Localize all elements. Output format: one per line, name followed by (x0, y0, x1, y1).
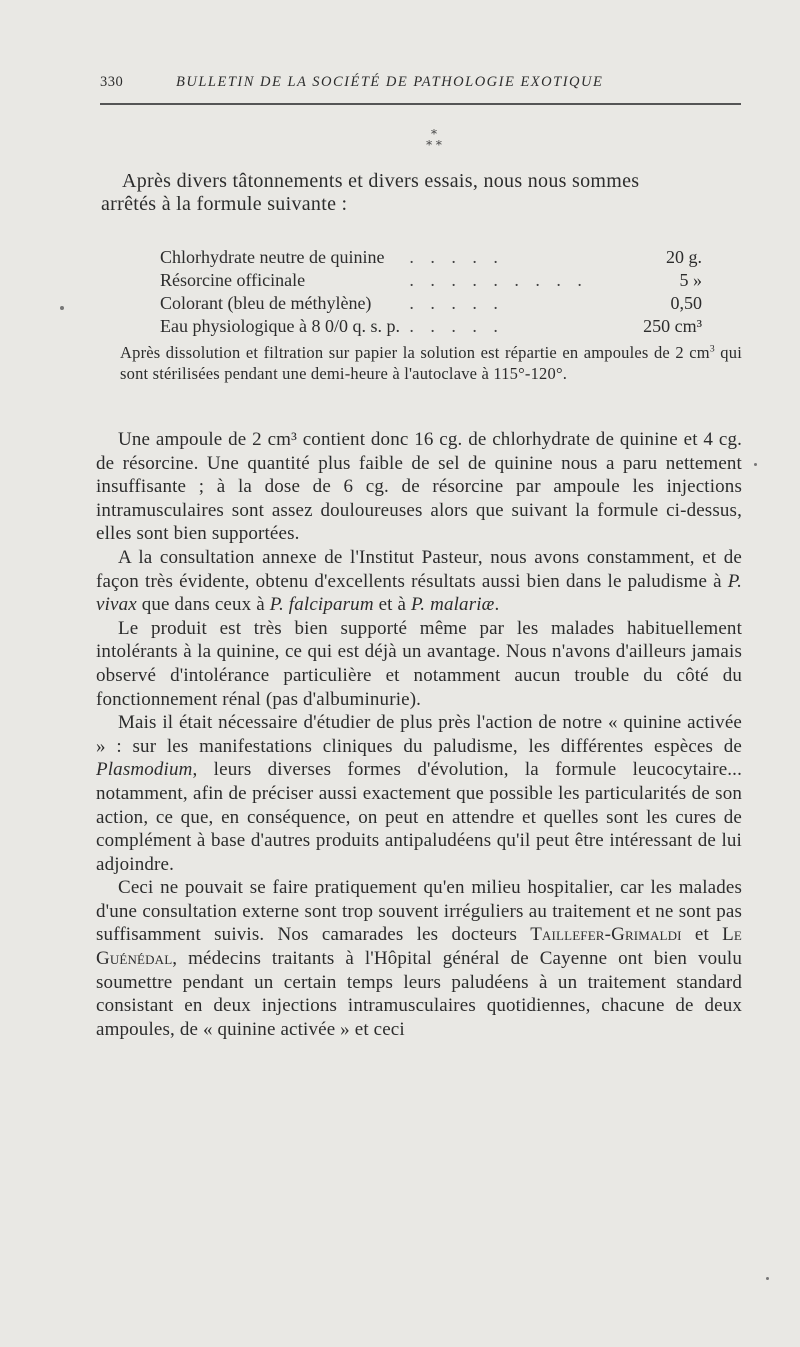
formula-quantity: 250 cm³ (643, 316, 702, 336)
paragraph-1: Une ampoule de 2 cm³ contient donc 16 cg. de chlorhydrate de quinine et 4 cg. de résorcine. Une quantité plus faible de sel de quinine nous a paru nettement insuffisante ; à la dose de 6 cg. de résorcine par ampoule les injections intramusculaires sont assez douloureuses alors que suivant la formule ci-dessus, elles sont bien supportées. (96, 429, 742, 545)
paper-speck (766, 1277, 769, 1280)
author-name-1: Taillefer-Grimaldi (530, 924, 682, 946)
paragraph-3: Le produit est très bien supporté même par les malades habituellement intolérants à la quinine, ce qui est déjà un avantage. Nous n'avons d'ailleurs jamais observé d'intolérance particulière et notamment aucun trouble du côté du fonctionnement rénal (pas d'albuminurie). (96, 617, 742, 710)
formula-leader-dots: . . . . . . . . . (409, 270, 588, 290)
formula-ingredient: Eau physiologique à 8 0/0 q. s. p. (160, 316, 400, 336)
formula-leader-dots: . . . . . (409, 316, 504, 336)
formula-leader-dots: . . . . . (409, 247, 504, 267)
asterism-bottom: * * (426, 138, 442, 152)
header-rule (100, 103, 741, 105)
intro-line-1: Après divers tâtonnements et divers essais, nous nous sommes (122, 170, 640, 192)
formula-quantity: 0,50 (670, 293, 702, 313)
note-superscript: 3 (709, 343, 715, 355)
author-name-2: Le Guénédal (96, 924, 742, 970)
note-text-a: Après dissolution et filtration sur papier la solution est répartie en ampoules de 2 cm (120, 343, 710, 362)
intro-line-2: arrêtés à la formule suivante : (101, 193, 348, 215)
note-text-b: qui sont stérilisées pendant une demi-heure à l'autoclave à 115°-120°. (120, 343, 742, 383)
formula-row (160, 292, 720, 315)
formula-row (160, 315, 720, 338)
p4-text-a: Mais il était nécessaire d'étudier de plus près l'action de notre « quinine activée » : sur les manifestations cliniques du paludisme, les différentes espèces de (96, 712, 742, 757)
species-vivax: P. vivax (96, 570, 742, 616)
p2-text-c: et à (373, 594, 411, 616)
formula-leader-dots: . . . . . (409, 293, 504, 313)
p2-text-a: A la consultation annexe de l'Institut Pasteur, nous avons constamment, et de façon très évidente, obtenu d'excellents résultats aussi bien dans le paludisme à (96, 546, 742, 592)
section-asterism (414, 129, 454, 151)
formula-ingredient: Colorant (bleu de méthylène) (160, 293, 372, 313)
paper-speck (754, 463, 757, 466)
formula-quantity: 5 » (679, 270, 702, 290)
species-malariae: P. malariæ (411, 594, 495, 616)
formula-ingredient: Chlorhydrate neutre de quinine (160, 247, 385, 267)
p5-text-b: et (681, 924, 723, 946)
intro-paragraph (101, 170, 742, 216)
body-text (96, 428, 742, 1041)
p2-text-b: que dans ceux à (136, 594, 270, 616)
paragraph-2 (96, 546, 742, 617)
formula-table (160, 246, 720, 338)
page-number: 330 (100, 74, 124, 90)
paragraph-4 (96, 711, 742, 876)
p5-text-c: , médecins traitants à l'Hôpital général de Cayenne ont bien voulu soumettre pendant un certain temps leurs paludéens à un traitement standard consistant en deux injections intramusculaires quotidiennes, chacune de deux ampoules, de « quinine activée » et ceci (96, 948, 742, 1040)
asterism-top: * (431, 127, 437, 141)
formula-ingredient: Résorcine officinale (160, 270, 306, 290)
preparation-note (120, 342, 742, 384)
formula-row (160, 246, 720, 269)
paper-speck (60, 306, 64, 310)
paragraph-5 (96, 876, 742, 1041)
formula-quantity: 20 g. (666, 247, 702, 267)
p5-text-a: Ceci ne pouvait se faire pratiquement qu'en milieu hospitalier, car les malades d'une consultation externe sont trop souvent irréguliers au traitement et ne sont pas suffisamment suivis. Nos camarades les docteurs (96, 877, 742, 946)
genus-plasmodium: Plasmodium (96, 759, 193, 781)
p4-text-b: , leurs diverses formes d'évolution, la formule leucocytaire... notamment, afin de préciser aussi exactement que possible les particularités de son action, ce que, en conséquence, on peut en attendre et quelles sont les cures de complément à base d'autres produits antipaludéens qu'il peut être intéressant de lui adjoindre. (96, 759, 742, 875)
species-falciparum: P. falciparum (269, 594, 374, 616)
p2-text-d: . (494, 594, 500, 616)
running-title: BULLETIN DE LA SOCIÉTÉ DE PATHOLOGIE EXOTIQUE (176, 74, 604, 90)
formula-row (160, 269, 720, 292)
